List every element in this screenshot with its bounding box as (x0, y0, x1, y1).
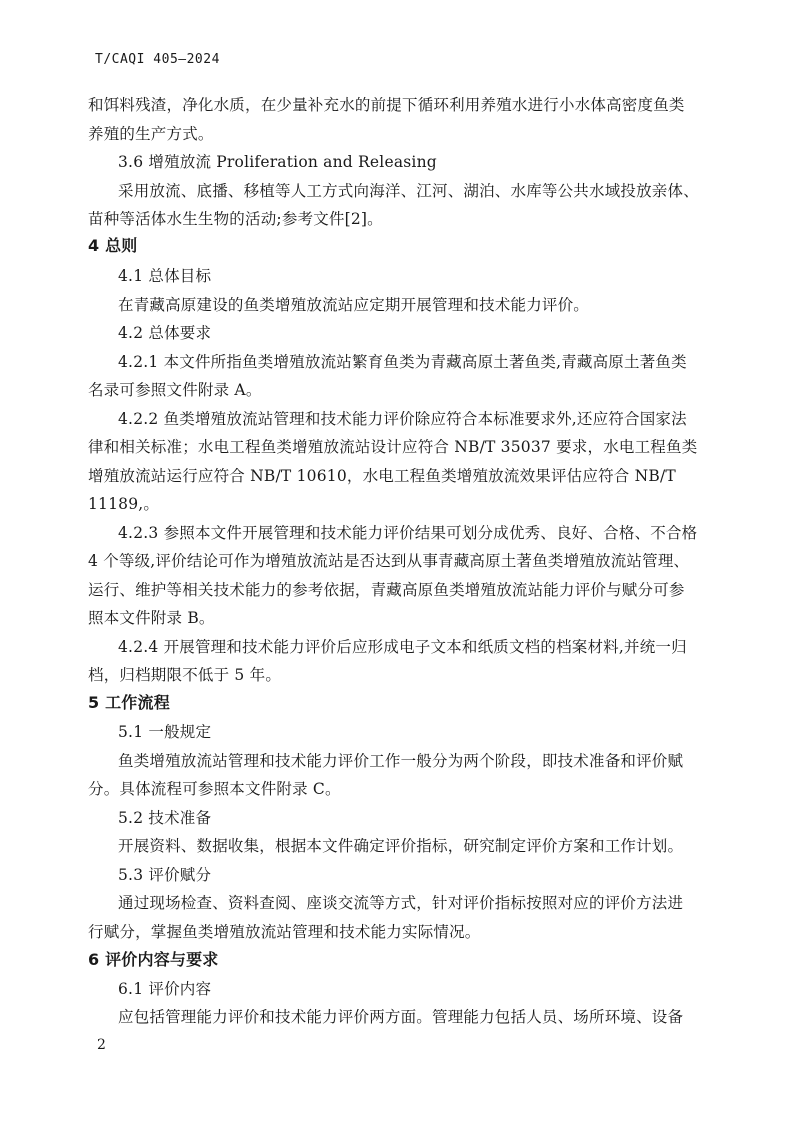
clause-4-2-1: 4.2.1 本文件所指鱼类增殖放流站繁育鱼类为青藏高原土著鱼类,青藏高原土著鱼类 (118, 353, 687, 371)
clause-4-2-2: 4.2.2 鱼类增殖放流站管理和技术能力评价除应符合本标准要求外,还应符合国家法 (118, 410, 687, 428)
body-line: 运行、维护等相关技术能力的参考依据，青藏高原鱼类增殖放流站能力评价与赋分可参 (88, 581, 685, 599)
body-line: 律和相关标准；水电工程鱼类增殖放流站设计应符合 NB/T 35037 要求，水电工程鱼类 (88, 438, 698, 456)
body-line: 11189,。 (88, 495, 160, 513)
chapter-heading-5: 5 工作流程 (88, 693, 170, 712)
body-line: 名录可参照文件附录 A。 (88, 381, 262, 399)
section-heading-4-1: 4.1 总体目标 (118, 267, 212, 285)
body-line: 分。具体流程可参照本文件附录 C。 (88, 780, 341, 798)
section-heading-4-2: 4.2 总体要求 (118, 324, 212, 342)
section-heading-5-3: 5.3 评价赋分 (118, 866, 212, 884)
section-heading-5-1: 5.1 一般规定 (118, 723, 212, 741)
body-line: 养殖的生产方式。 (88, 125, 214, 143)
section-heading-5-2: 5.2 技术准备 (118, 809, 212, 827)
section-heading-6-1: 6.1 评价内容 (118, 980, 212, 998)
body-line: 采用放流、底播、移植等人工方式向海洋、江河、湖泊、水库等公共水域投放亲体、 (118, 182, 699, 200)
body-line: 在青藏高原建设的鱼类增殖放流站应定期开展管理和技术能力评价。 (118, 296, 590, 314)
body-line: 开展资料、数据收集，根据本文件确定评价指标，研究制定评价方案和工作计划。 (118, 837, 684, 855)
clause-4-2-4: 4.2.4 开展管理和技术能力评价后应形成电子文本和纸质文档的档案材料,并统一归 (118, 638, 687, 656)
body-line: 行赋分，掌握鱼类增殖放流站管理和技术能力实际情况。 (88, 923, 481, 941)
body-line: 鱼类增殖放流站管理和技术能力评价工作一般分为两个阶段，即技术准备和评价赋 (118, 752, 684, 770)
section-heading-3-6: 3.6 增殖放流 Proliferation and Releasing (118, 153, 437, 171)
body-line: 4 个等级,评价结论可作为增殖放流站是否达到从事青藏高原土著鱼类增殖放流站管理、 (88, 552, 690, 570)
chapter-heading-6: 6 评价内容与要求 (88, 950, 219, 969)
body-line: 增殖放流站运行应符合 NB/T 10610，水电工程鱼类增殖放流效果评估应符合 NB/T (88, 467, 676, 485)
body-line: 通过现场检查、资料查阅、座谈交流等方式，针对评价指标按照对应的评价方法进 (118, 894, 684, 912)
body-line: 档，归档期限不低于 5 年。 (88, 666, 282, 684)
document-code-header: T/CAQI 405—2024 (95, 52, 220, 67)
page-number: 2 (97, 1037, 106, 1053)
clause-4-2-3: 4.2.3 参照本文件开展管理和技术能力评价结果可划分成优秀、良好、合格、不合格 (118, 524, 698, 542)
body-line: 和饵料残渣，净化水质，在少量补充水的前提下循环利用养殖水进行小水体高密度鱼类 (88, 96, 685, 114)
chapter-heading-4: 4 总则 (88, 236, 138, 255)
body-line: 应包括管理能力评价和技术能力评价两方面。管理能力包括人员、场所环境、设备 (118, 1008, 684, 1026)
body-line: 照本文件附录 B。 (88, 609, 215, 627)
body-line: 苗种等活体水生生物的活动;参考文件[2]。 (88, 210, 383, 228)
